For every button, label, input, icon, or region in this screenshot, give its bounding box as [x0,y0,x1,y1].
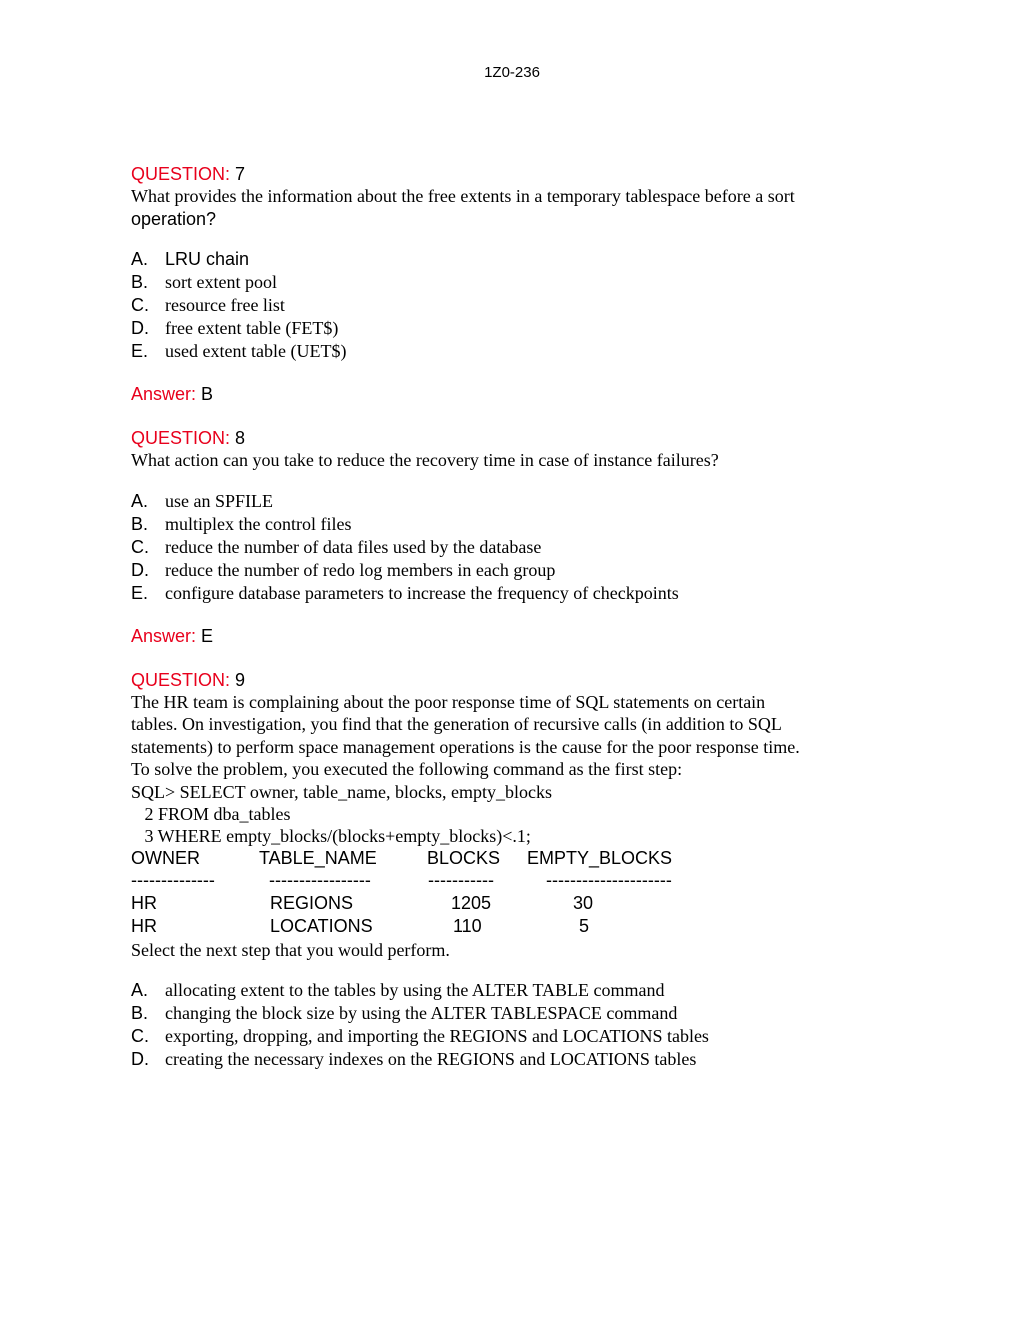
column-header-empty-blocks: EMPTY_BLOCKS [527,847,673,868]
option-c [131,294,891,317]
option-letter: C. [131,295,149,315]
option-text: resource free list [165,295,285,315]
option-c [131,1025,891,1048]
column-header-blocks: BLOCKS [427,847,501,868]
column-header-owner: OWNER [131,847,200,868]
column-separator: --------------------- [546,869,672,890]
question-7 [131,163,891,405]
option-letter: D. [131,559,149,580]
question-label: QUESTION: [131,164,231,184]
question-followup: Select the next step that you would perform. [131,939,450,960]
question-stem: What action can you take to reduce the recovery time in case of instance failures? [131,450,719,470]
question-stem: tables. On investigation, you find that the generation of recursive calls (in addition to SQL [131,714,782,734]
page-header: 1Z0-236 [484,64,540,81]
document-body [131,163,891,1071]
option-text: LRU chain [165,249,250,269]
answer-label: Answer: [131,384,197,404]
option-list [131,248,891,363]
option-d [131,1048,891,1071]
option-text: allocating extent to the tables by using the ALTER TABLE command [165,980,665,1000]
question-heading [131,163,891,185]
question-stem: What provides the information about the free extents in a temporary tablespace before a sort [131,186,795,206]
option-text: free extent table (FET$) [165,318,339,338]
option-c [131,536,891,559]
answer-value: E [201,625,214,646]
option-text: reduce the number of data files used by the database [165,536,542,557]
option-text: use an SPFILE [165,490,273,511]
question-label: QUESTION: [131,669,231,690]
table-cell: HR [131,892,157,913]
sql-code-line: SQL> SELECT owner, table_name, blocks, empty_blocks [131,781,553,802]
answer-line [131,383,891,405]
option-text: creating the necessary indexes on the REGIONS and LOCATIONS tables [165,1049,697,1069]
sql-code-line: 3 WHERE empty_blocks/(blocks+empty_blocks)<.1; [131,825,531,846]
option-b [131,271,891,294]
table-cell: 30 [573,892,594,913]
question-8 [131,427,891,647]
table-cell: LOCATIONS [270,915,373,936]
question-stem: The HR team is complaining about the poor response time of SQL statements on certain [131,691,766,712]
query-result-table [131,847,891,939]
answer-line [131,625,891,647]
option-e [131,582,891,605]
table-cell: HR [131,915,157,936]
option-a [131,979,891,1002]
option-text: multiplex the control files [165,513,352,534]
option-letter: B. [131,272,149,292]
table-cell: 1205 [451,892,492,913]
option-b [131,513,891,536]
option-text: exporting, dropping, and importing the REGIONS and LOCATIONS tables [165,1026,709,1046]
answer-value: B [201,384,214,404]
option-letter: E. [131,341,149,361]
option-e [131,340,891,363]
option-letter: E. [131,582,149,603]
answer-label: Answer: [131,625,197,646]
table-cell: 110 [453,915,482,936]
option-letter: B. [131,1003,149,1023]
option-letter: B. [131,513,149,534]
option-letter: A. [131,249,149,269]
question-label: QUESTION: [131,428,231,448]
option-text: configure database parameters to increase the frequency of checkpoints [165,582,679,603]
option-letter: C. [131,1026,149,1046]
option-d [131,317,891,340]
option-text: changing the block size by using the ALTER TABLESPACE command [165,1003,678,1023]
question-heading [131,669,891,691]
question-number: 7 [235,164,246,184]
option-letter: C. [131,536,149,557]
column-separator: ----------- [428,869,494,890]
option-letter: A. [131,980,149,1000]
question-heading [131,427,891,449]
option-letter: D. [131,1049,149,1069]
table-cell: REGIONS [270,892,354,913]
question-stem: statements) to perform space management operations is the cause for the poor response time. [131,736,800,757]
option-d [131,559,891,582]
option-letter: D. [131,318,149,338]
option-a [131,248,891,271]
column-header-table-name: TABLE_NAME [259,847,377,868]
sql-code-line: 2 FROM dba_tables [131,803,291,824]
column-separator: -------------- [131,869,215,890]
option-b [131,1002,891,1025]
option-list [131,490,891,605]
question-stem: operation? [131,208,217,229]
option-text: reduce the number of redo log members in each group [165,559,556,580]
question-9 [131,669,891,1072]
option-list [131,979,891,1071]
question-number: 9 [235,669,246,690]
question-number: 8 [235,428,246,448]
option-a [131,490,891,513]
option-text: used extent table (UET$) [165,341,347,361]
column-separator: ----------------- [269,869,371,890]
question-stem: To solve the problem, you executed the following command as the first step: [131,759,683,779]
option-text: sort extent pool [165,272,277,292]
table-cell: 5 [579,915,590,936]
option-letter: A. [131,490,149,511]
